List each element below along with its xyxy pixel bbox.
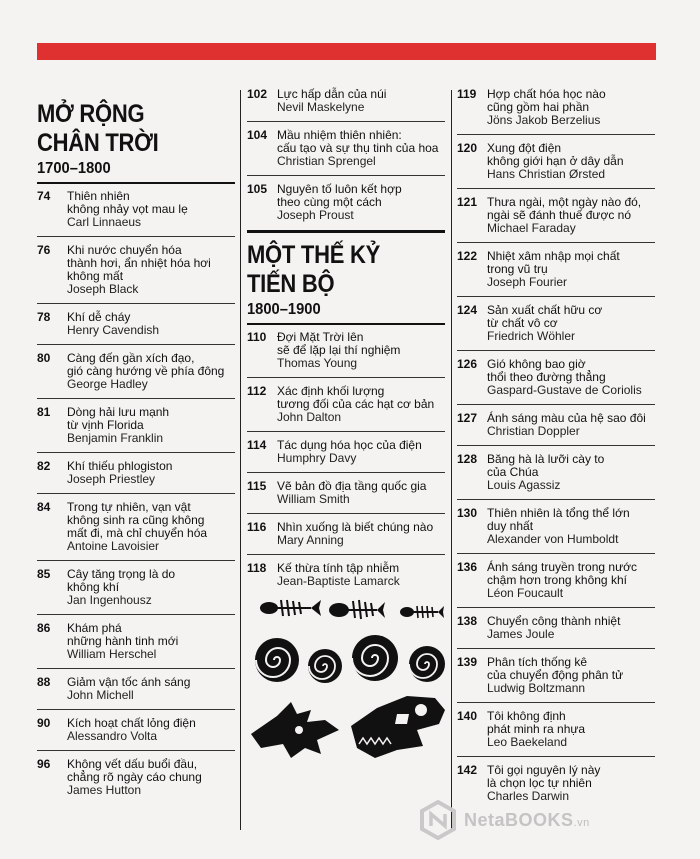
page-number: 126: [457, 357, 478, 371]
entry-author: Christian Sprengel: [277, 154, 376, 168]
page-number: 81: [37, 405, 51, 419]
entry-divider: [37, 668, 235, 669]
toc-entry[interactable]: [37, 190, 237, 229]
entry-author: Henry Cavendish: [67, 323, 160, 337]
toc-entry[interactable]: [247, 480, 447, 506]
entry-author: Hans Christian Ørsted: [487, 167, 606, 181]
entry-text: [67, 352, 237, 391]
entry-text: [487, 88, 657, 127]
entry-title-line: Trong tự nhiên, vạn vật: [67, 500, 191, 514]
toc-entry[interactable]: [457, 507, 657, 546]
toc-entry[interactable]: [457, 88, 657, 127]
section-title: [247, 233, 449, 299]
toc-entry[interactable]: [247, 183, 447, 222]
entry-divider: [247, 513, 445, 514]
entry-divider: [37, 750, 235, 751]
entry-title-line: Gió không bao giờ: [487, 357, 586, 371]
entry-author: Friedrich Wöhler: [487, 329, 576, 343]
page-number: 78: [37, 310, 51, 324]
toc-column-3: [457, 88, 657, 803]
toc-entry[interactable]: [457, 412, 657, 438]
entry-author: Charles Darwin: [487, 789, 570, 803]
section-title-line2: TIẾN BỘ: [247, 270, 335, 298]
page-number: 138: [457, 614, 478, 628]
section-title: [37, 78, 239, 158]
entry-divider: [457, 648, 655, 649]
toc-entry[interactable]: [37, 406, 237, 445]
entry-divider: [37, 709, 235, 710]
entry-text: [67, 676, 237, 702]
entry-author: Alexander von Humboldt: [487, 532, 619, 546]
entry-title-line: chẳng rõ ngày cáo chung: [67, 770, 202, 784]
entry-title-line: thổi theo đường thẳng: [487, 370, 606, 384]
ammonite-icon: [352, 635, 398, 681]
entry-divider: [457, 296, 655, 297]
page-number: 105: [247, 182, 268, 196]
page-number: 90: [37, 716, 51, 730]
entry-text: [277, 331, 447, 370]
page-number: 140: [457, 709, 478, 723]
entry-author: William Smith: [277, 492, 350, 506]
toc-entry[interactable]: [457, 358, 657, 397]
toc-column-2: [247, 88, 447, 783]
page-number: 118: [247, 561, 267, 575]
entry-title-line: không giới hạn ở dây dẫn: [487, 154, 624, 168]
entry-author: Ludwig Boltzmann: [487, 681, 586, 695]
toc-entry[interactable]: [37, 568, 237, 607]
page-number: 142: [457, 763, 478, 777]
page-number: 76: [37, 243, 51, 257]
entry-author: James Joule: [487, 627, 555, 641]
page-number: 96: [37, 757, 51, 771]
fish-skeleton-icon: [260, 600, 321, 616]
entry-title-line: Khí thiếu phlogiston: [67, 459, 173, 473]
netabooks-logo-icon: [418, 800, 458, 840]
entry-title-line: phát minh ra nhựa: [487, 722, 586, 736]
fossils-svg: [247, 598, 447, 778]
entry-author: Thomas Young: [277, 356, 358, 370]
entry-title-line: những hành tinh mới: [67, 634, 179, 648]
entry-text: [67, 460, 237, 486]
page-number: 86: [37, 621, 51, 635]
entry-title-line: Hợp chất hóa học nào: [487, 87, 606, 101]
entry-text: [67, 244, 237, 296]
entry-title-line: ngài sẽ đánh thuế được nó: [487, 208, 632, 222]
toc-entry[interactable]: [247, 385, 447, 424]
entry-title-line: không sinh ra cũng không: [67, 513, 205, 527]
toc-entry[interactable]: [37, 622, 237, 661]
toc-entry[interactable]: [457, 142, 657, 181]
entry-title-line: Khám phá: [67, 621, 122, 635]
page-number: 104: [247, 128, 268, 142]
page-number: 130: [457, 506, 478, 520]
fossil-illustrations: [247, 598, 447, 783]
entry-title-line: Xác định khối lượng: [277, 384, 385, 398]
toc-entry[interactable]: [37, 501, 237, 553]
entry-author: Leo Baekeland: [487, 735, 568, 749]
entry-text: [487, 358, 657, 397]
entry-title-line: Nguyên tố luôn kết hợp: [277, 182, 402, 196]
entry-text: [487, 196, 657, 235]
entry-divider: [247, 472, 445, 473]
watermark: [418, 798, 678, 842]
entry-title-line: Nhiệt xâm nhập mọi chất: [487, 249, 620, 263]
entry-title-line: theo cùng một cách: [277, 195, 382, 209]
entry-title-line: Nhìn xuống là biết chúng nào: [277, 520, 434, 534]
entry-title-line: Chuyển công thành nhiệt: [487, 614, 621, 628]
entry-title-line: Cây tăng trọng là do: [67, 567, 176, 581]
entry-author: John Dalton: [277, 410, 342, 424]
entry-text: [67, 190, 237, 229]
ammonite-icon: [255, 638, 299, 682]
toc-entry[interactable]: [457, 250, 657, 289]
toc-list: [247, 331, 447, 588]
page-number: 102: [247, 87, 268, 101]
toc-entry[interactable]: [247, 439, 447, 465]
page-number: 128: [457, 452, 478, 466]
page-number: 110: [247, 330, 267, 344]
toc-list: [247, 88, 447, 222]
entry-divider: [457, 499, 655, 500]
entry-divider: [247, 554, 445, 555]
entry-text: [487, 453, 657, 492]
entry-divider: [457, 445, 655, 446]
entry-divider: [457, 242, 655, 243]
section-years: 1800–1900: [247, 301, 321, 318]
entry-author: George Hadley: [67, 377, 148, 391]
entry-title-line: chậm hơn trong không khí: [487, 573, 627, 587]
entry-author: Antoine Lavoisier: [67, 539, 160, 553]
entry-title-line: Không vết dấu buổi đầu,: [67, 757, 198, 771]
toc-entry[interactable]: [37, 244, 237, 296]
entry-divider: [37, 493, 235, 494]
entry-divider: [457, 702, 655, 703]
toc-entry[interactable]: [37, 717, 237, 743]
entry-divider: [37, 236, 235, 237]
entry-title-line: Dòng hải lưu mạnh: [67, 405, 170, 419]
entry-title-line: không nhảy vọt mau lẹ: [67, 202, 188, 216]
entry-title-line: Ánh sáng màu của hệ sao đôi: [487, 411, 646, 425]
entry-title-line: Càng đến gần xích đạo,: [67, 351, 195, 365]
entry-title-line: từ chất vô cơ: [487, 316, 558, 330]
entry-author: Alessandro Volta: [67, 729, 158, 743]
entry-text: [487, 656, 657, 695]
entry-text: [277, 183, 447, 222]
toc-entry[interactable]: [457, 710, 657, 749]
toc-entry[interactable]: [247, 562, 447, 588]
page-number: 136: [457, 560, 478, 574]
toc-list: [37, 190, 237, 797]
page-number: 119: [457, 87, 477, 101]
entry-text: [487, 250, 657, 289]
entry-divider: [37, 344, 235, 345]
red-header-bar: [37, 43, 656, 60]
entry-author: Jöns Jakob Berzelius: [487, 113, 601, 127]
section-header-2: [247, 230, 445, 325]
entry-text: [67, 758, 237, 797]
entry-divider: [457, 607, 655, 608]
toc-entry[interactable]: [37, 311, 237, 337]
page-number: 139: [457, 655, 478, 669]
toc-entry[interactable]: [37, 352, 237, 391]
entry-text: [487, 412, 657, 438]
toc-entry[interactable]: [457, 615, 657, 641]
entry-title-line: Khí dễ cháy: [67, 310, 131, 324]
page-number: 127: [457, 411, 478, 425]
entry-author: Mary Anning: [277, 533, 344, 547]
entry-title-line: tương đối của các hạt cơ bản: [277, 397, 435, 411]
page-number: 82: [37, 459, 51, 473]
entry-title-line: Thiên nhiên: [67, 189, 130, 203]
entry-author: Joseph Fourier: [487, 275, 568, 289]
entry-title-line: Khi nước chuyển hóa: [67, 243, 182, 257]
entry-title-line: Mầu nhiệm thiên nhiên:: [277, 128, 402, 142]
entry-divider: [37, 614, 235, 615]
entry-text: [277, 385, 447, 424]
page-number: 80: [37, 351, 51, 365]
toc-entry[interactable]: [247, 521, 447, 547]
column-divider-1: [240, 90, 241, 830]
entry-author: Carl Linnaeus: [67, 215, 142, 229]
entry-title-line: Phân tích thống kê: [487, 655, 588, 669]
entry-title-line: gió càng hướng về phía đông: [67, 364, 225, 378]
page-number: 121: [457, 195, 478, 209]
entry-divider: [247, 121, 445, 122]
entry-author: Christian Doppler: [487, 424, 580, 438]
page-number: 120: [457, 141, 478, 155]
watermark-text: [464, 810, 590, 831]
entry-title-line: Tôi không định: [487, 709, 566, 723]
entry-text: [277, 88, 447, 114]
entry-title-line: sẽ để lặp lại thí nghiệm: [277, 343, 401, 357]
page-number: 124: [457, 303, 478, 317]
ammonite-icon: [409, 646, 445, 682]
entry-author: John Michell: [67, 688, 134, 702]
triceratops-skull-icon: [251, 702, 339, 758]
entry-author: William Herschel: [67, 647, 157, 661]
section-rule: [247, 323, 445, 325]
page-number: 84: [37, 500, 51, 514]
watermark-brand: NetaBOOKS: [464, 809, 574, 830]
entry-title-line: Vẽ bản đồ địa tầng quốc gia: [277, 479, 427, 493]
entry-text: [487, 710, 657, 749]
entry-author: Jan Ingenhousz: [67, 593, 152, 607]
page-number: 112: [247, 384, 267, 398]
page-number: 88: [37, 675, 51, 689]
entry-title-line: cấu tạo và sự thụ tinh của hoa: [277, 141, 439, 155]
entry-title-line: Thưa ngài, một ngày nào đó,: [487, 195, 642, 209]
entry-divider: [457, 134, 655, 135]
page-number: 115: [247, 479, 267, 493]
toc-list: [457, 88, 657, 803]
section-header-1: [37, 78, 235, 184]
entry-text: [67, 311, 237, 337]
entry-text: [67, 406, 237, 445]
entry-title-line: Xung đột điện: [487, 141, 562, 155]
entry-author: Gaspard-Gustave de Coriolis: [487, 383, 642, 397]
entry-title-line: Lực hấp dẫn của núi: [277, 87, 387, 101]
entry-title-line: từ vịnh Florida: [67, 418, 144, 432]
entry-title-line: không khí: [67, 580, 120, 594]
entry-title-line: mất đi, mà chỉ chuyển hóa: [67, 526, 208, 540]
entry-text: [487, 142, 657, 181]
entry-author: James Hutton: [67, 783, 142, 797]
entry-title-line: trong vũ trụ: [487, 262, 548, 276]
entry-title-line: Đợi Mặt Trời lên: [277, 330, 364, 344]
toc-entry[interactable]: [37, 676, 237, 702]
page-number: 114: [247, 438, 267, 452]
entry-author: Léon Foucault: [487, 586, 564, 600]
toc-entry[interactable]: [457, 561, 657, 600]
entry-title-line: thành hơi, ẩn nhiệt hóa hơi: [67, 256, 211, 270]
entry-title-line: Tác dụng hóa học của điện: [277, 438, 422, 452]
toc-entry[interactable]: [247, 129, 447, 168]
entry-divider: [457, 553, 655, 554]
section-rule: [37, 182, 235, 184]
entry-text: [277, 521, 447, 547]
entry-author: Joseph Black: [67, 282, 139, 296]
entry-text: [67, 622, 237, 661]
toc-entry[interactable]: [247, 331, 447, 370]
entry-divider: [37, 560, 235, 561]
toc-entry[interactable]: [457, 196, 657, 235]
entry-text: [277, 439, 447, 465]
entry-divider: [457, 756, 655, 757]
watermark-suffix: .vn: [573, 816, 590, 829]
entry-author: Louis Agassiz: [487, 478, 561, 492]
column-divider-2: [451, 90, 452, 830]
entry-title-line: của Chúa: [487, 465, 539, 479]
entry-title-line: Băng hà là lưỡi cày to: [487, 452, 605, 466]
entry-author: Jean-Baptiste Lamarck: [277, 574, 400, 588]
toc-entry[interactable]: [247, 88, 447, 114]
page-number: 85: [37, 567, 51, 581]
entry-title-line: Tôi gọi nguyên lý này: [487, 763, 601, 777]
fish-skeleton-icon: [400, 606, 444, 618]
entry-text: [277, 562, 447, 588]
entry-author: Nevil Maskelyne: [277, 100, 365, 114]
toc-entry[interactable]: [37, 460, 237, 486]
entry-text: [67, 501, 237, 553]
entry-text: [67, 717, 237, 743]
toc-entry[interactable]: [457, 453, 657, 492]
entry-author: Joseph Priestley: [67, 472, 156, 486]
toc-entry[interactable]: [37, 758, 237, 797]
toc-entry[interactable]: [457, 304, 657, 343]
entry-divider: [37, 398, 235, 399]
entry-divider: [457, 350, 655, 351]
section-title-line2: CHÂN TRỜI: [37, 129, 159, 157]
entry-divider: [247, 431, 445, 432]
page-number: 116: [247, 520, 267, 534]
entry-title-line: của chuyển động phân tử: [487, 668, 624, 682]
entry-title-line: Thiên nhiên là tổng thể lớn: [487, 506, 630, 520]
entry-title-line: Kích hoạt chất lỏng điện: [67, 716, 196, 730]
entry-title-line: cũng gồm hai phần: [487, 100, 590, 114]
entry-text: [277, 129, 447, 168]
entry-divider: [457, 188, 655, 189]
entry-divider: [37, 303, 235, 304]
page-number: 74: [37, 189, 51, 203]
entry-title-line: duy nhất: [487, 519, 534, 533]
page-number: 122: [457, 249, 478, 263]
entry-divider: [457, 404, 655, 405]
entry-title-line: Giảm vận tốc ánh sáng: [67, 675, 191, 689]
entry-title-line: không mất: [67, 269, 124, 283]
entry-text: [487, 561, 657, 600]
section-title-line1: MỘT THẾ KỶ: [247, 241, 381, 269]
entry-text: [67, 568, 237, 607]
entry-divider: [247, 175, 445, 176]
entry-divider: [37, 452, 235, 453]
section-title-line1: MỞ RỘNG: [37, 100, 145, 128]
entry-author: Benjamin Franklin: [67, 431, 164, 445]
toc-column-1: [37, 78, 237, 797]
entry-author: Joseph Proust: [277, 208, 354, 222]
entry-text: [277, 480, 447, 506]
fish-skeleton-icon: [329, 600, 385, 619]
entry-text: [487, 615, 657, 641]
toc-entry[interactable]: [457, 656, 657, 695]
entry-text: [487, 304, 657, 343]
entry-text: [487, 507, 657, 546]
ammonite-icon: [308, 649, 342, 683]
entry-author: Michael Faraday: [487, 221, 576, 235]
entry-title-line: Kế thừa tính tập nhiễm: [277, 561, 400, 575]
t-rex-skull-icon: [351, 696, 445, 758]
entry-title-line: Ánh sáng truyền trong nước: [487, 560, 637, 574]
entry-title-line: Sản xuất chất hữu cơ: [487, 303, 603, 317]
section-years: 1700–1800: [37, 160, 111, 177]
entry-divider: [247, 377, 445, 378]
entry-title-line: là chọn lọc tự nhiên: [487, 776, 592, 790]
entry-author: Humphry Davy: [277, 451, 357, 465]
